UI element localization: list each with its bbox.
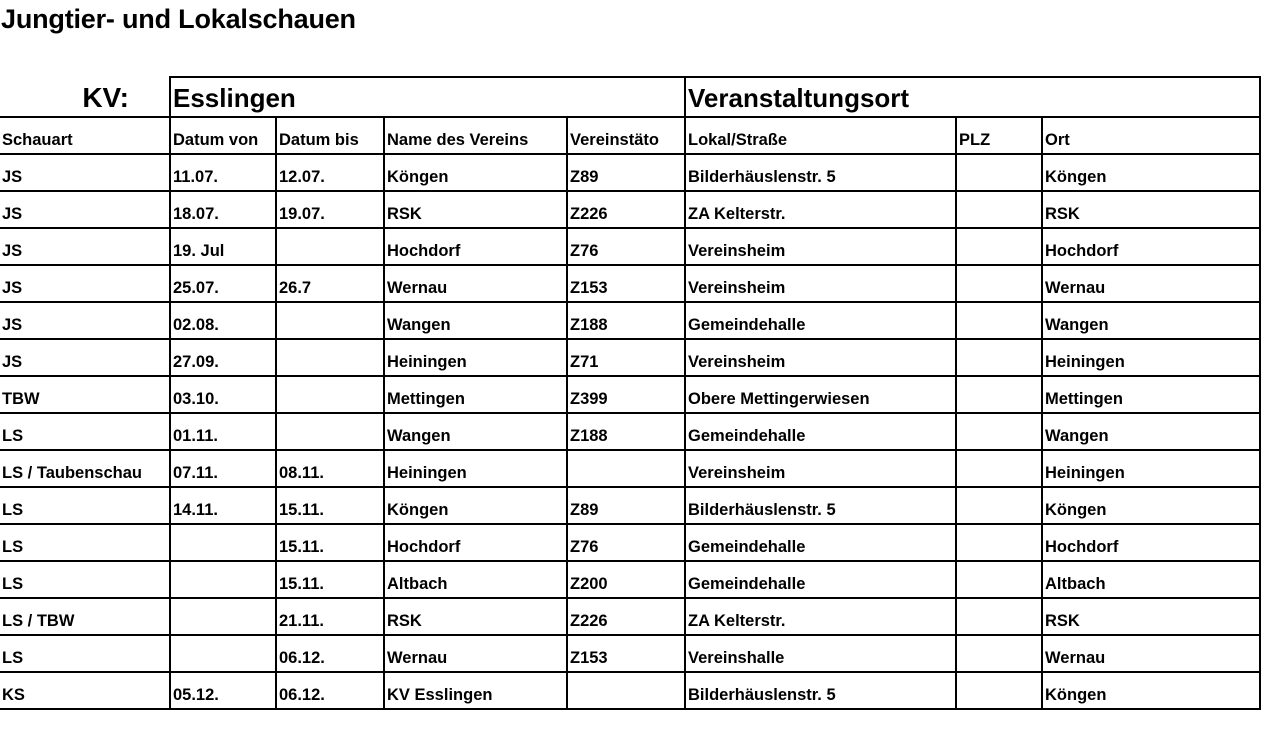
venue-header: Veranstaltungsort xyxy=(685,77,1260,117)
cell-plz xyxy=(956,339,1042,376)
cell-plz xyxy=(956,154,1042,191)
cell-verein: Heiningen xyxy=(384,339,567,376)
cell-lokal: Gemeindehalle xyxy=(685,561,956,598)
cell-vereinstaeto: Z153 xyxy=(567,635,685,672)
table-row xyxy=(0,413,1260,450)
column-header: Schauart xyxy=(0,117,170,154)
column-header-row xyxy=(0,117,1260,154)
cell-datum-bis xyxy=(276,339,384,376)
header-banner-row xyxy=(0,77,1260,117)
cell-datum-von: 18.07. xyxy=(170,191,276,228)
cell-lokal: Vereinshalle xyxy=(685,635,956,672)
cell-datum-bis xyxy=(276,413,384,450)
cell-lokal: Gemeindehalle xyxy=(685,302,956,339)
table-row xyxy=(0,191,1260,228)
cell-datum-von: 05.12. xyxy=(170,672,276,709)
cell-ort: Wernau xyxy=(1042,265,1260,302)
cell-ort: Wangen xyxy=(1042,302,1260,339)
cell-plz xyxy=(956,228,1042,265)
table-row xyxy=(0,450,1260,487)
cell-vereinstaeto xyxy=(567,672,685,709)
cell-datum-von xyxy=(170,561,276,598)
cell-verein: Mettingen xyxy=(384,376,567,413)
cell-lokal: Bilderhäuslenstr. 5 xyxy=(685,672,956,709)
cell-schauart: LS xyxy=(0,635,170,672)
column-header: Ort xyxy=(1042,117,1260,154)
cell-plz xyxy=(956,524,1042,561)
cell-datum-von: 19. Jul xyxy=(170,228,276,265)
cell-datum-bis: 26.7 xyxy=(276,265,384,302)
cell-vereinstaeto: Z399 xyxy=(567,376,685,413)
table-row xyxy=(0,302,1260,339)
cell-vereinstaeto: Z188 xyxy=(567,413,685,450)
cell-schauart: JS xyxy=(0,302,170,339)
cell-plz xyxy=(956,191,1042,228)
cell-datum-von: 02.08. xyxy=(170,302,276,339)
cell-verein: Heiningen xyxy=(384,450,567,487)
cell-schauart: KS xyxy=(0,672,170,709)
cell-datum-von: 03.10. xyxy=(170,376,276,413)
cell-schauart: JS xyxy=(0,191,170,228)
column-header: Lokal/Straße xyxy=(685,117,956,154)
cell-plz xyxy=(956,672,1042,709)
cell-lokal: ZA Kelterstr. xyxy=(685,191,956,228)
cell-ort: Köngen xyxy=(1042,672,1260,709)
cell-ort: Altbach xyxy=(1042,561,1260,598)
cell-ort: RSK xyxy=(1042,191,1260,228)
cell-vereinstaeto: Z200 xyxy=(567,561,685,598)
cell-datum-bis xyxy=(276,376,384,413)
column-header: Datum von xyxy=(170,117,276,154)
kv-label: KV: xyxy=(0,77,170,117)
cell-verein: Altbach xyxy=(384,561,567,598)
column-header: Name des Vereins xyxy=(384,117,567,154)
cell-schauart: LS xyxy=(0,413,170,450)
cell-datum-bis: 21.11. xyxy=(276,598,384,635)
cell-lokal: Vereinsheim xyxy=(685,450,956,487)
column-header: Vereinstäto xyxy=(567,117,685,154)
cell-datum-von: 11.07. xyxy=(170,154,276,191)
cell-schauart: LS xyxy=(0,487,170,524)
cell-verein: Wernau xyxy=(384,265,567,302)
cell-datum-von xyxy=(170,598,276,635)
schedule-table xyxy=(0,76,1261,710)
cell-datum-von: 01.11. xyxy=(170,413,276,450)
cell-verein: RSK xyxy=(384,598,567,635)
cell-datum-bis: 15.11. xyxy=(276,487,384,524)
cell-plz xyxy=(956,487,1042,524)
cell-ort: Köngen xyxy=(1042,487,1260,524)
cell-plz xyxy=(956,450,1042,487)
kv-name: Esslingen xyxy=(170,77,685,117)
cell-lokal: Bilderhäuslenstr. 5 xyxy=(685,487,956,524)
cell-ort: RSK xyxy=(1042,598,1260,635)
column-header: PLZ xyxy=(956,117,1042,154)
cell-verein: RSK xyxy=(384,191,567,228)
cell-datum-bis: 19.07. xyxy=(276,191,384,228)
table-row xyxy=(0,339,1260,376)
cell-ort: Hochdorf xyxy=(1042,524,1260,561)
cell-verein: Hochdorf xyxy=(384,228,567,265)
cell-vereinstaeto xyxy=(567,450,685,487)
cell-verein: Köngen xyxy=(384,487,567,524)
cell-ort: Köngen xyxy=(1042,154,1260,191)
cell-vereinstaeto: Z89 xyxy=(567,487,685,524)
cell-vereinstaeto: Z76 xyxy=(567,228,685,265)
cell-lokal: Gemeindehalle xyxy=(685,413,956,450)
cell-plz xyxy=(956,635,1042,672)
cell-schauart: JS xyxy=(0,154,170,191)
table-row xyxy=(0,154,1260,191)
cell-plz xyxy=(956,265,1042,302)
cell-plz xyxy=(956,376,1042,413)
cell-ort: Hochdorf xyxy=(1042,228,1260,265)
cell-datum-von: 07.11. xyxy=(170,450,276,487)
cell-schauart: JS xyxy=(0,339,170,376)
cell-schauart: JS xyxy=(0,228,170,265)
cell-ort: Wernau xyxy=(1042,635,1260,672)
cell-vereinstaeto: Z89 xyxy=(567,154,685,191)
table-row xyxy=(0,672,1260,709)
cell-datum-von xyxy=(170,524,276,561)
cell-ort: Wangen xyxy=(1042,413,1260,450)
cell-ort: Mettingen xyxy=(1042,376,1260,413)
cell-schauart: LS xyxy=(0,561,170,598)
table-row xyxy=(0,598,1260,635)
cell-lokal: Obere Mettingerwiesen xyxy=(685,376,956,413)
cell-vereinstaeto: Z76 xyxy=(567,524,685,561)
table-row xyxy=(0,228,1260,265)
table-row xyxy=(0,376,1260,413)
cell-datum-bis: 15.11. xyxy=(276,524,384,561)
page-title: Jungtier- und Lokalschauen xyxy=(1,4,356,34)
column-header: Datum bis xyxy=(276,117,384,154)
cell-lokal: Bilderhäuslenstr. 5 xyxy=(685,154,956,191)
cell-vereinstaeto: Z71 xyxy=(567,339,685,376)
cell-vereinstaeto: Z153 xyxy=(567,265,685,302)
cell-plz xyxy=(956,561,1042,598)
cell-lokal: Vereinsheim xyxy=(685,228,956,265)
cell-datum-von: 25.07. xyxy=(170,265,276,302)
cell-datum-bis: 12.07. xyxy=(276,154,384,191)
cell-datum-bis: 15.11. xyxy=(276,561,384,598)
cell-datum-von: 27.09. xyxy=(170,339,276,376)
cell-datum-bis: 08.11. xyxy=(276,450,384,487)
cell-datum-bis xyxy=(276,228,384,265)
table-row xyxy=(0,561,1260,598)
table-row xyxy=(0,487,1260,524)
cell-datum-von: 14.11. xyxy=(170,487,276,524)
cell-datum-bis xyxy=(276,302,384,339)
cell-lokal: Vereinsheim xyxy=(685,339,956,376)
cell-schauart: JS xyxy=(0,265,170,302)
cell-lokal: ZA Kelterstr. xyxy=(685,598,956,635)
cell-verein: Köngen xyxy=(384,154,567,191)
cell-datum-von xyxy=(170,635,276,672)
table-row xyxy=(0,635,1260,672)
cell-vereinstaeto: Z226 xyxy=(567,598,685,635)
cell-schauart: LS xyxy=(0,524,170,561)
cell-plz xyxy=(956,302,1042,339)
cell-ort: Heiningen xyxy=(1042,450,1260,487)
cell-plz xyxy=(956,598,1042,635)
cell-datum-bis: 06.12. xyxy=(276,672,384,709)
cell-lokal: Gemeindehalle xyxy=(685,524,956,561)
cell-datum-bis: 06.12. xyxy=(276,635,384,672)
table-row xyxy=(0,524,1260,561)
cell-ort: Heiningen xyxy=(1042,339,1260,376)
cell-vereinstaeto: Z226 xyxy=(567,191,685,228)
cell-verein: Wangen xyxy=(384,302,567,339)
cell-plz xyxy=(956,413,1042,450)
cell-verein: Hochdorf xyxy=(384,524,567,561)
cell-schauart: LS / TBW xyxy=(0,598,170,635)
cell-schauart: LS / Taubenschau xyxy=(0,450,170,487)
cell-verein: Wangen xyxy=(384,413,567,450)
cell-verein: KV Esslingen xyxy=(384,672,567,709)
cell-verein: Wernau xyxy=(384,635,567,672)
cell-lokal: Vereinsheim xyxy=(685,265,956,302)
cell-schauart: TBW xyxy=(0,376,170,413)
cell-vereinstaeto: Z188 xyxy=(567,302,685,339)
table-row xyxy=(0,265,1260,302)
